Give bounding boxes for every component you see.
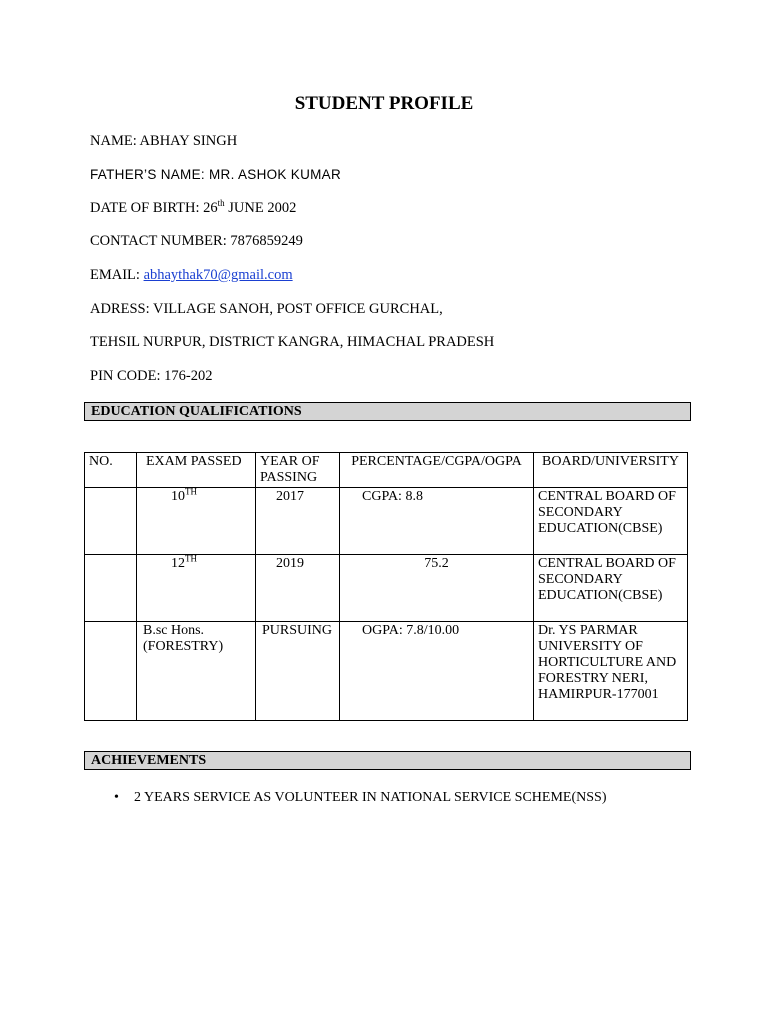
row-board: CENTRAL BOARD OF SECONDARY EDUCATION(CBSE) — [534, 488, 688, 555]
table-header-row — [85, 453, 688, 488]
father-name-line: FATHER’S NAME: MR. ASHOK KUMAR — [90, 167, 342, 182]
address-line-1: ADRESS: VILLAGE SANOH, POST OFFICE GURCHAL, — [90, 301, 443, 317]
header-no: NO. — [85, 453, 137, 488]
achievements-heading: ACHIEVEMENTS — [84, 751, 691, 770]
table-row — [85, 622, 688, 721]
row-exam — [137, 555, 256, 622]
table-row — [85, 555, 688, 622]
dob-line — [90, 200, 296, 217]
row-no — [85, 555, 137, 622]
row-exam-text: 12 — [171, 556, 185, 571]
pin-code-line: PIN CODE: 176-202 — [90, 368, 213, 384]
header-exam: EXAM PASSED — [137, 453, 256, 488]
row-exam — [137, 488, 256, 555]
header-year: YEAR OF PASSING — [256, 453, 340, 488]
page-title: STUDENT PROFILE — [294, 93, 474, 114]
row-exam-superscript: TH — [185, 553, 197, 564]
row-exam — [137, 622, 256, 721]
email-label: EMAIL: — [90, 267, 144, 283]
education-table — [84, 452, 688, 721]
table-row — [85, 488, 688, 555]
dob-prefix: DATE OF BIRTH: 26 — [90, 200, 218, 216]
row-score: 75.2 — [340, 555, 534, 622]
dob-superscript: th — [217, 198, 225, 209]
dob-suffix: JUNE 2002 — [224, 200, 297, 216]
address-line-2: TEHSIL NURPUR, DISTRICT KANGRA, HIMACHAL PRADESH — [90, 334, 495, 350]
row-year: PURSUING — [256, 622, 340, 721]
name-line: NAME: ABHAY SINGH — [90, 133, 238, 149]
achievement-text: 2 YEARS SERVICE AS VOLUNTEER IN NATIONAL SERVICE SCHEME(NSS) — [134, 790, 607, 805]
contact-line: CONTACT NUMBER: 7876859249 — [90, 233, 303, 249]
row-board: CENTRAL BOARD OF SECONDARY EDUCATION(CBSE) — [534, 555, 688, 622]
row-board: Dr. YS PARMAR UNIVERSITY OF HORTICULTURE AND FORESTRY NERI, HAMIRPUR-177001 — [534, 622, 688, 721]
row-no — [85, 622, 137, 721]
row-year: 2019 — [256, 555, 340, 622]
bullet-icon: • — [114, 790, 119, 805]
email-line — [90, 267, 293, 284]
row-no — [85, 488, 137, 555]
row-exam-text: 10 — [171, 489, 185, 504]
row-score: CGPA: 8.8 — [340, 488, 534, 555]
header-score: PERCENTAGE/CGPA/OGPA — [340, 453, 534, 488]
achievement-item — [114, 790, 606, 806]
email-link[interactable]: abhaythak70@gmail.com — [143, 267, 293, 283]
row-exam-superscript: TH — [185, 486, 197, 497]
row-exam-text: B.sc Hons. (FORESTRY) — [143, 623, 224, 654]
row-year: 2017 — [256, 488, 340, 555]
education-heading: EDUCATION QUALIFICATIONS — [84, 402, 691, 421]
row-score: OGPA: 7.8/10.00 — [340, 622, 534, 721]
header-board: BOARD/UNIVERSITY — [534, 453, 688, 488]
